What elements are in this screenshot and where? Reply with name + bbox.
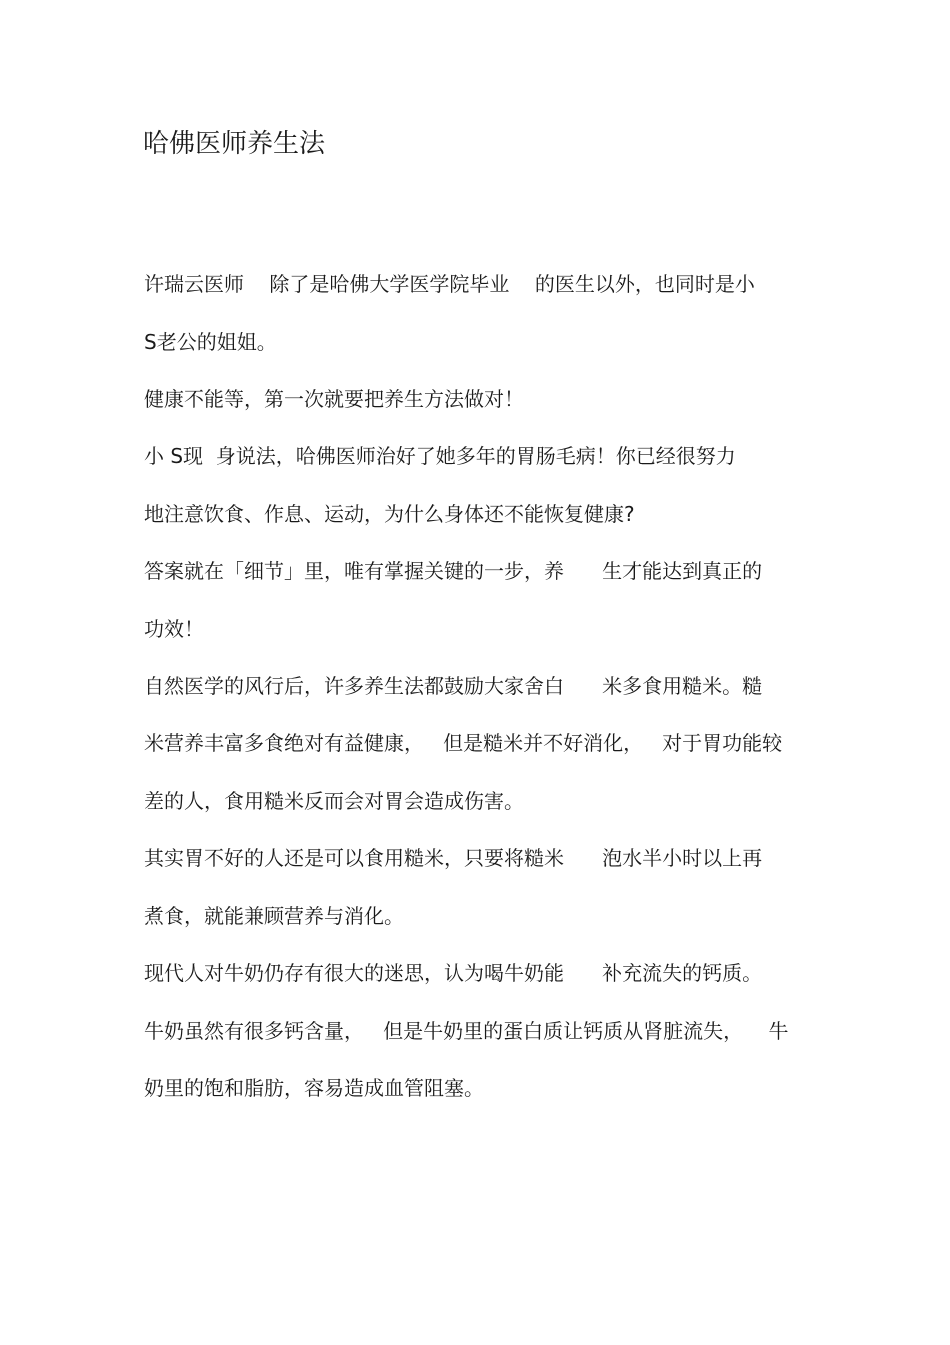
text-line: 奶里的饱和脂肪，容易造成血管阻塞。	[144, 1076, 484, 1100]
text-line: 其实胃不好的人还是可以食用糙米，只要将糙米 泡水半小时以上再	[144, 846, 763, 870]
text-line: 煮食，就能兼顾营养与消化。	[144, 904, 404, 928]
text-line: 牛奶虽然有很多钙含量， 但是牛奶里的蛋白质让钙质从肾脏流失， 牛	[144, 1019, 789, 1043]
text-line: 现代人对牛奶仍存有很大的迷思，认为喝牛奶能 补充流失的钙质。	[144, 961, 763, 985]
text-line: 自然医学的风行后，许多养生法都鼓励大家舍白 米多食用糙米。糙	[144, 674, 763, 698]
document-title: 哈佛医师养生法	[143, 129, 326, 159]
text-line: 功效！	[144, 617, 204, 641]
text-line: 健康不能等，第一次就要把养生方法做对！	[144, 387, 524, 411]
text-line: 米营养丰富多食绝对有益健康， 但是糙米并不好消化， 对于胃功能较	[144, 731, 783, 755]
text-line: 答案就在「细节」里，唯有掌握关键的一步，养 生才能达到真正的	[144, 559, 763, 583]
text-line: 地注意饮食、作息、运动，为什么身体还不能恢复健康?	[144, 502, 635, 526]
text-line: 差的人，食用糙米反而会对胃会造成伤害。	[144, 789, 524, 813]
text-line: 小 S现 身说法，哈佛医师治好了她多年的胃肠毛病！你已经很努力	[144, 444, 736, 468]
text-line: 许瑞云医师 除了是哈佛大学医学院毕业 的医生以外，也同时是小	[144, 272, 755, 296]
text-line: S老公的姐姐。	[144, 330, 277, 354]
